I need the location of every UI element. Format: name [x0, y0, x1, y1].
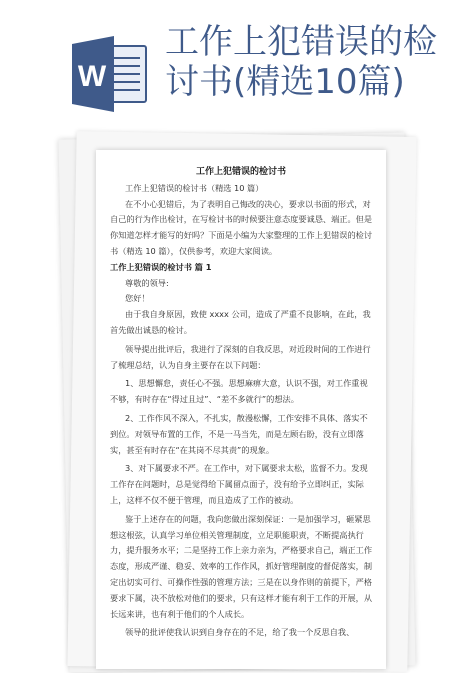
document-title: 工作上犯错误的检讨书 [195, 167, 286, 177]
word-document-icon [70, 36, 150, 112]
document-body [110, 165, 372, 641]
banner-title: 工作上犯错误的检讨书(精选10篇) [165, 22, 437, 102]
body-paragraph: 鉴于上述存在的问题，我向您做出深刻保证：一是加强学习，砸紧思想这根弦，认真学习单位相关管理制度，立足职能职责，不断提高执行力，提升服务水平；二是坚持工作上亲力亲为，严格要求自己，端正工作态度，形成严谨、稳妥、效率的工作作风，抓好管理制度的督促落实，制定出切实可行、可操作性强的管理方法；三是在以身作则的前提下，严格要求下属，决不放松对他们的要求，只有这样才能有利于工作的开展，从长远来讲，也有利于他们的个人成长。 [110, 513, 373, 619]
list-item: 2、工作作风不深入，不扎实，散漫松懈，工作安排不具体、落实不到位。对领导布置的工作，不是一马当先，而是左顾右盼，没有立即落实，甚至有时存在“在其岗不尽其责”的现象。 [110, 412, 368, 455]
body-paragraph: 由于我自身原因，致使 xxxx 公司，造成了严重不良影响，在此，我首先做出诚恳的检讨。 [110, 309, 371, 335]
word-logo-letter: W [77, 60, 107, 93]
body-paragraph: 领导提出批评后，我进行了深刻的自我反思，对近段时间的工作进行了梳理总结，认为自身主要存在以下问题： [110, 343, 371, 370]
document-page [96, 150, 386, 669]
salutation: 尊敬的领导: [125, 277, 169, 288]
document-subtitle: 工作上犯错误的检讨书（精选 10 篇） [125, 182, 264, 193]
list-item: 3、对下属要求不严。在工作中，对下属要求太松，监督不力。发现工作存在问题时，总是觉得给下属留点面子，没有给予立即纠正，实际上，这样不仅不便于管理，而且造成了工作的被动。 [110, 463, 368, 505]
body-paragraph: 领导的批评使我认识到自身存在的不足，给了我一个反思自我、 [125, 627, 355, 638]
greeting: 您好！ [125, 293, 150, 304]
list-item: 1、思想懈怠，责任心不强。思想麻痹大意，认识不强，对工作重视不够，有时存在“得过且过”、“差不多就行”的想法。 [110, 378, 368, 405]
intro-paragraph: 在不小心犯错后，为了表明自己悔改的决心，要求以书面的形式，对自己的行为作出检讨，在写检讨书的时候要注意态度要诚恳、端正。但是你知道怎样才能写的好吗？下面是小编为大家整理的工作上犯错误的检讨书（精选 10 篇），仅供参考，欢迎大家阅读。 [110, 198, 373, 256]
section-heading: 工作上犯错误的检讨书 篇 1 [110, 261, 212, 272]
